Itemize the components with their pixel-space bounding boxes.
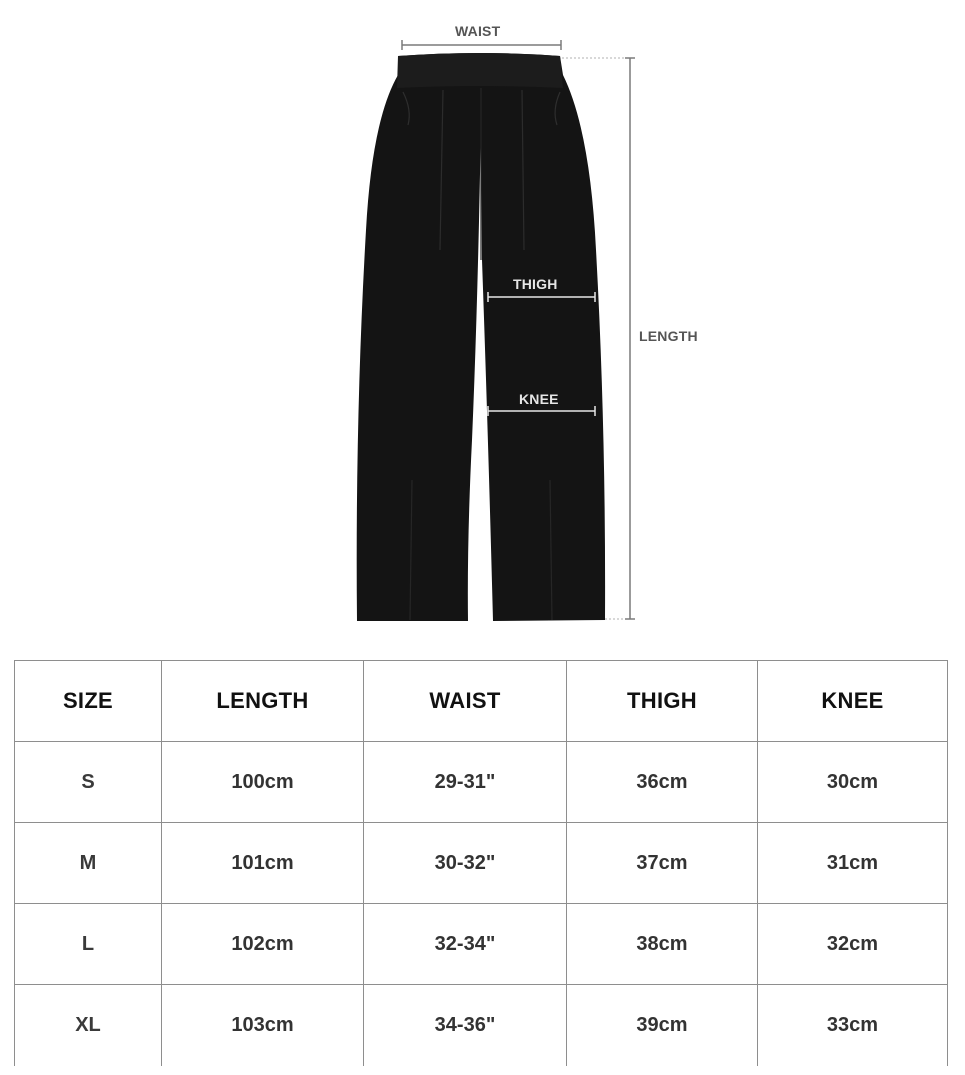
length-cell: 102cm — [162, 904, 364, 985]
knee-cell: 30cm — [758, 742, 948, 823]
waist-cell: 32-34" — [364, 904, 567, 985]
size-cell: L — [15, 904, 162, 985]
waist-label: WAIST — [455, 23, 501, 39]
waist-cell: 29-31" — [364, 742, 567, 823]
length-cell: 101cm — [162, 823, 364, 904]
header-knee: KNEE — [758, 661, 948, 742]
length-label: LENGTH — [639, 328, 698, 344]
waist-cell: 30-32" — [364, 823, 567, 904]
size-cell: M — [15, 823, 162, 904]
length-measure-line — [625, 58, 635, 619]
header-waist: WAIST — [364, 661, 567, 742]
knee-cell: 32cm — [758, 904, 948, 985]
waistband — [397, 53, 563, 88]
waist-measure-line — [402, 40, 561, 50]
knee-cell: 31cm — [758, 823, 948, 904]
thigh-label: THIGH — [513, 276, 558, 292]
thigh-cell: 39cm — [567, 985, 758, 1067]
size-cell: S — [15, 742, 162, 823]
waist-cell: 34-36" — [364, 985, 567, 1067]
header-thigh: THIGH — [567, 661, 758, 742]
table-row — [15, 985, 948, 1067]
length-cell: 100cm — [162, 742, 364, 823]
size-chart-table — [14, 660, 948, 1066]
length-cell: 103cm — [162, 985, 364, 1067]
knee-label: KNEE — [519, 391, 559, 407]
table-header-row — [15, 661, 948, 742]
thigh-cell: 38cm — [567, 904, 758, 985]
table-row — [15, 823, 948, 904]
thigh-cell: 36cm — [567, 742, 758, 823]
table-row — [15, 742, 948, 823]
header-size: SIZE — [15, 661, 162, 742]
knee-cell: 33cm — [758, 985, 948, 1067]
size-cell: XL — [15, 985, 162, 1067]
thigh-cell: 37cm — [567, 823, 758, 904]
table-row — [15, 904, 948, 985]
header-length: LENGTH — [162, 661, 364, 742]
